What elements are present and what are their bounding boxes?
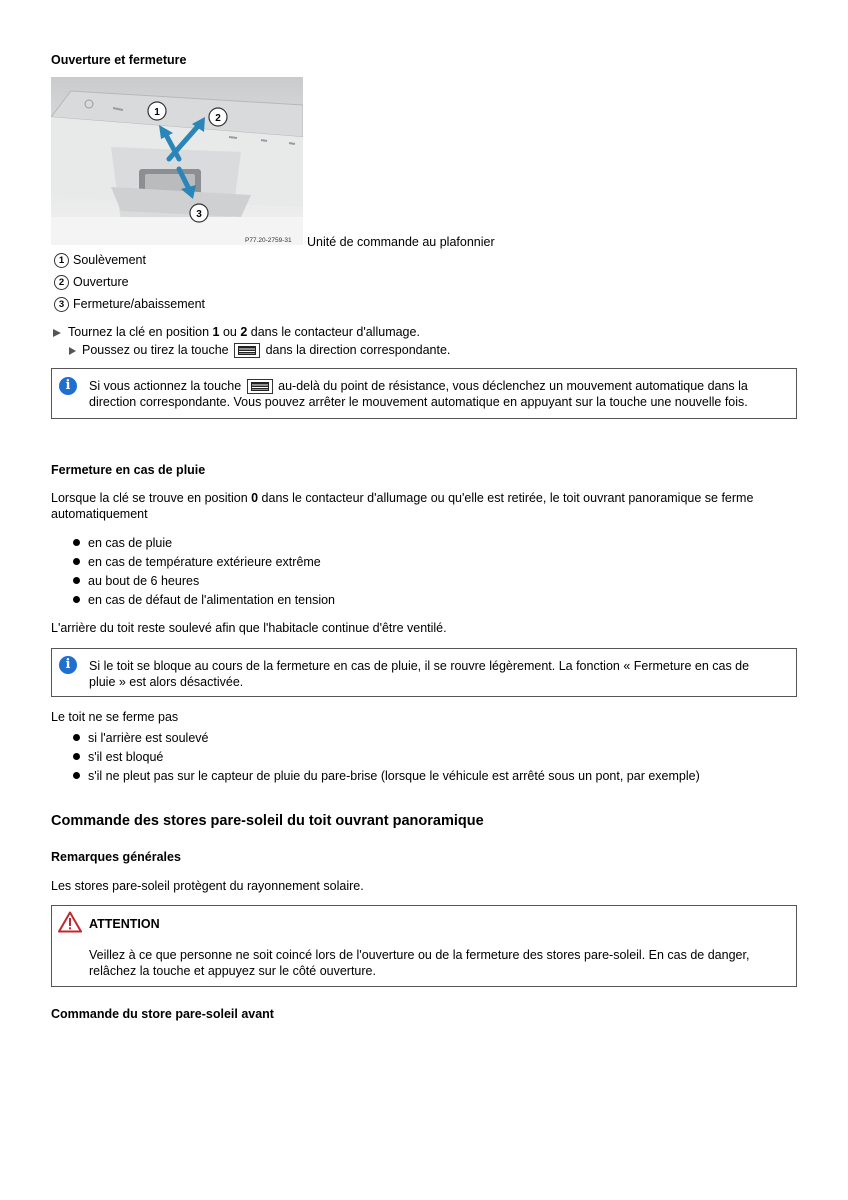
- warning-line: relâchez la touche et appuyez sur le côté ouverture.: [89, 964, 376, 978]
- ventilation-note: L'arrière du toit reste soulevé afin que l'habitacle continue d'être ventilé.: [51, 621, 447, 635]
- info-box: [51, 368, 797, 419]
- list-item: s'il est bloqué: [51, 749, 700, 768]
- info-line: pluie » est alors désactivée.: [89, 675, 244, 689]
- arrow-bullet-icon: [69, 347, 76, 355]
- info-line: direction correspondante. Vous pouvez arrêter le mouvement automatique en appuyant sur la touche une nouvelle fois.: [89, 395, 748, 410]
- overhead-control-illustration: [51, 77, 303, 245]
- arrow-bullet-icon: [53, 329, 61, 337]
- list-item: en cas de défaut de l'alimentation en tension: [51, 592, 335, 611]
- legend-label: Soulèvement: [73, 253, 146, 267]
- info-box: [51, 648, 797, 697]
- roof-switch-icon: [247, 379, 273, 394]
- warning-triangle-icon: [58, 911, 82, 933]
- callout-2: 2: [215, 113, 221, 124]
- callout-1: 1: [154, 107, 160, 118]
- list-item: s'il ne pleut pas sur le capteur de pluie du pare-brise (lorsque le véhicule est arrêté sous un pont, par exemple): [51, 768, 700, 787]
- info-line: Si le toit se bloque au cours de la fermeture en cas de pluie, il se rouvre légèrement. La fonction « Fermeture en cas de: [89, 659, 750, 673]
- rain-closing-list: [51, 535, 335, 611]
- section-title-ouverture: Ouverture et fermeture: [51, 53, 187, 67]
- section-title-pluie: Fermeture en cas de pluie: [51, 463, 206, 477]
- figure-caption: Unité de commande au plafonnier: [307, 235, 495, 249]
- legend-label: Ouverture: [73, 275, 129, 289]
- no-close-intro: Le toit ne se ferme pas: [51, 710, 179, 724]
- callout-3: 3: [196, 209, 202, 220]
- stores-text: Les stores pare-soleil protègent du rayonnement solaire.: [51, 879, 364, 893]
- figure-code: P77.20-2759-31: [245, 237, 292, 244]
- list-item: en cas de pluie: [51, 535, 335, 554]
- info-line: Si vous actionnez la touche au-delà du point de résistance, vous déclenchez un mouvement automatique dans la: [89, 379, 748, 393]
- section-title-stores: Commande des stores pare-soleil du toit ouvrant panoramique: [51, 813, 484, 829]
- legend-number: 2: [54, 275, 69, 290]
- legend-label: Fermeture/abaissement: [73, 297, 206, 311]
- legend-list: [54, 249, 205, 315]
- warning-box: [51, 905, 797, 987]
- legend-number: 1: [54, 253, 69, 268]
- legend-item: [54, 293, 205, 315]
- legend-item: [54, 249, 205, 271]
- section-paragraph: Lorsque la clé se trouve en position 0 dans le contacteur d'allumage ou qu'elle est retirée, le toit ouvrant panoramique se ferme automatiquement: [51, 491, 754, 521]
- instruction-step-1: Tournez la clé en position 1 ou 2 dans le contacteur d'allumage.: [53, 324, 420, 340]
- info-icon: i: [59, 377, 77, 395]
- warning-line: Veillez à ce que personne ne soit coincé lors de l'ouverture ou de la fermeture des stores pare-soleil. En cas de danger,: [89, 948, 750, 962]
- instruction-step-2: Poussez ou tirez la touche dans la direction correspondante.: [69, 342, 450, 358]
- section-title-store-avant: Commande du store pare-soleil avant: [51, 1007, 274, 1021]
- list-item: si l'arrière est soulevé: [51, 730, 700, 749]
- list-item: en cas de température extérieure extrême: [51, 554, 335, 573]
- legend-number: 3: [54, 297, 69, 312]
- info-icon: i: [59, 656, 77, 674]
- legend-item: [54, 271, 205, 293]
- control-unit-figure: [51, 77, 303, 245]
- no-close-list: [51, 730, 700, 787]
- list-item: au bout de 6 heures: [51, 573, 335, 592]
- warning-title: ATTENTION: [89, 917, 160, 931]
- subsection-title: Remarques générales: [51, 850, 181, 864]
- roof-switch-icon: [234, 343, 260, 358]
